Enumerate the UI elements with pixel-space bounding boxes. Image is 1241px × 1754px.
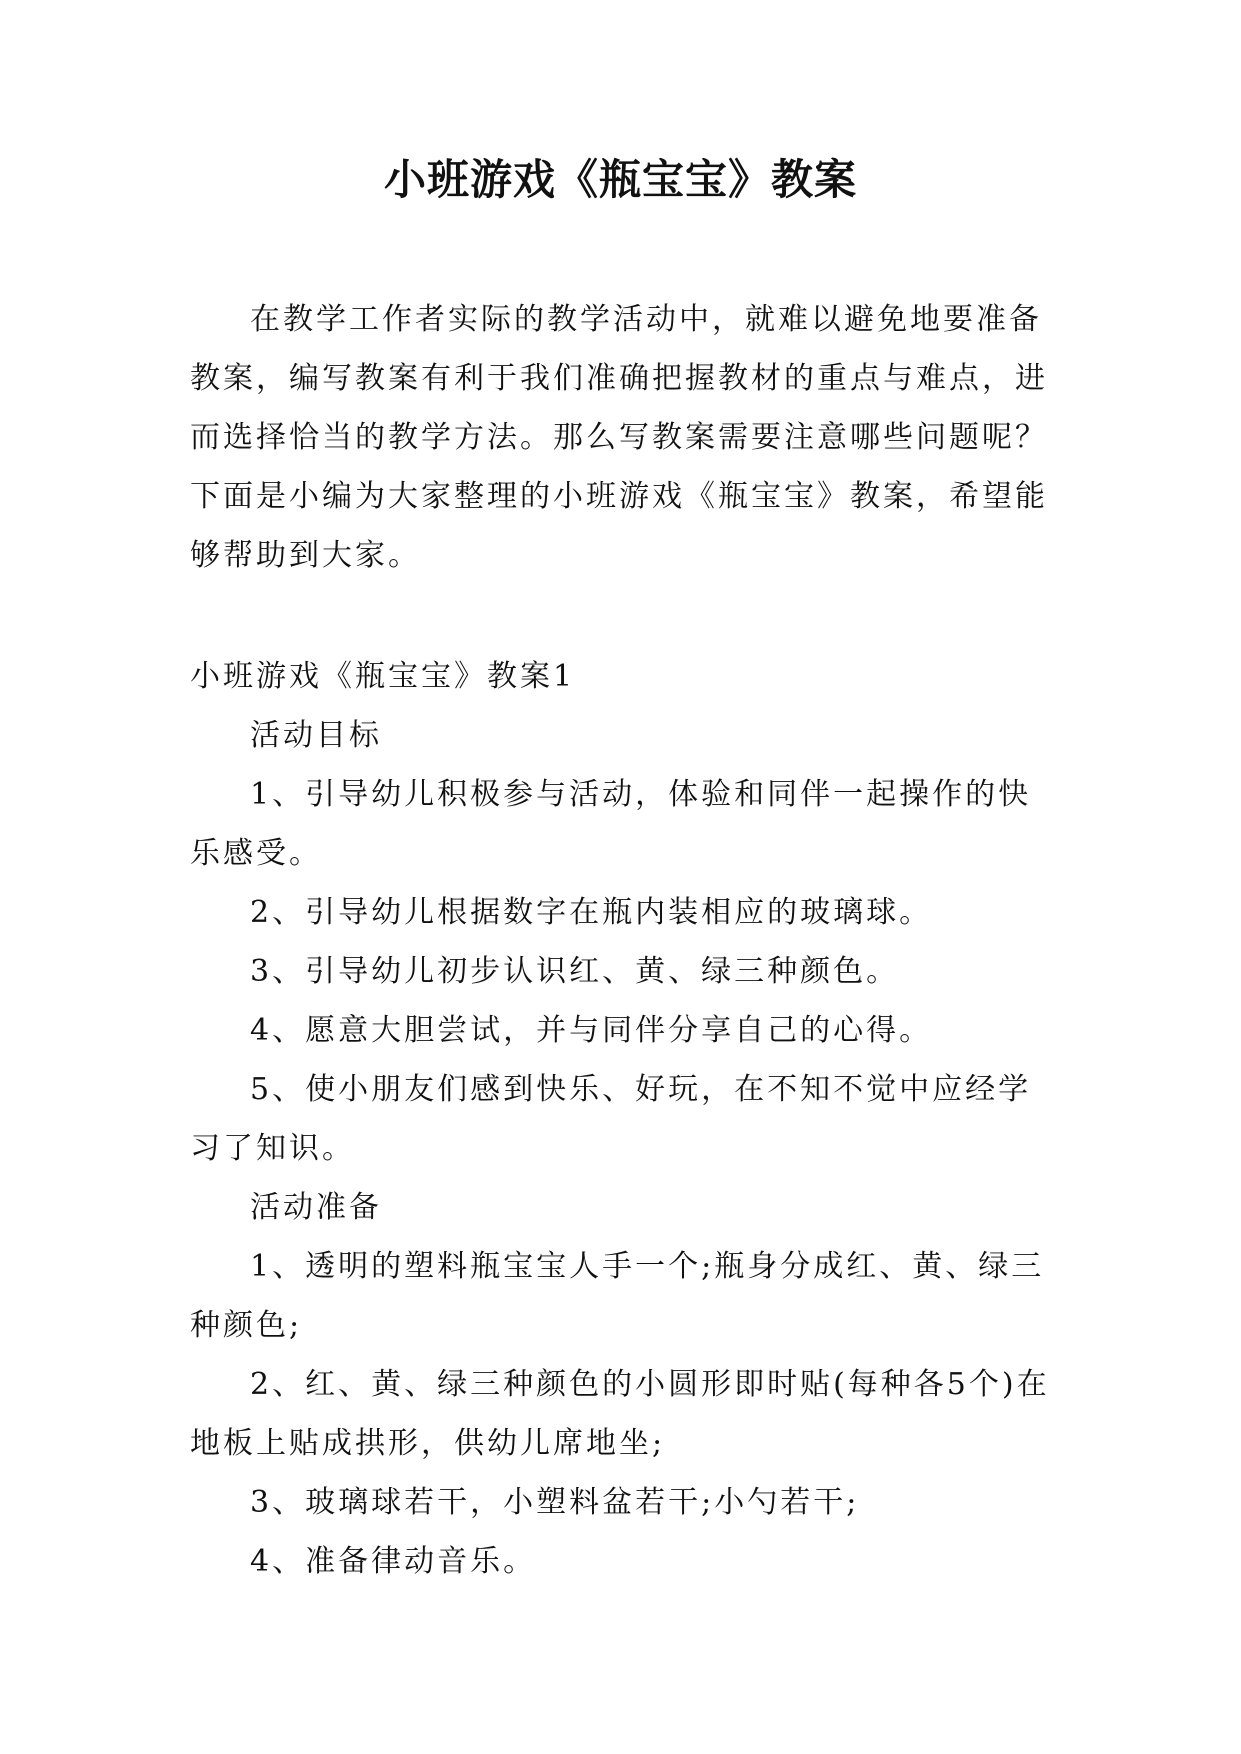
prep-item: 1、透明的塑料瓶宝宝人手一个;瓶身分成红、黄、绿三种颜色;	[190, 1249, 1045, 1343]
section-heading: 小班游戏《瓶宝宝》教案1	[190, 659, 576, 694]
intro-section	[190, 290, 1050, 585]
intro-paragraph: 在教学工作者实际的教学活动中，就难以避免地要准备教案，编写教案有利于我们准确把握教材的重点与难点，进而选择恰当的教学方法。那么写教案需要注意哪些问题呢？下面是小编为大家整理的小班游戏《瓶宝宝》教案，希望能够帮助到大家。	[190, 302, 1048, 573]
document-body	[190, 290, 1050, 1591]
prep-item: 4、准备律动音乐。	[250, 1544, 537, 1579]
goal-item: 2、引导幼儿根据数字在瓶内装相应的玻璃球。	[250, 895, 933, 930]
goal-item: 3、引导幼儿初步认识红、黄、绿三种颜色。	[250, 954, 900, 989]
document-title: 小班游戏《瓶宝宝》教案	[383, 155, 857, 204]
goal-item: 5、使小朋友们感到快乐、好玩，在不知不觉中应经学习了知识。	[190, 1072, 1032, 1166]
goal-item: 4、愿意大胆尝试，并与同伴分享自己的心得。	[250, 1013, 933, 1048]
prep-item: 3、玻璃球若干，小塑料盆若干;小勺若干;	[250, 1485, 860, 1520]
prep-item: 2、红、黄、绿三种颜色的小圆形即时贴(每种各5个)在地板上贴成拱形，供幼儿席地坐;	[190, 1367, 1050, 1461]
prep-heading: 活动准备	[250, 1190, 382, 1225]
goal-item: 1、引导幼儿积极参与活动，体验和同伴一起操作的快乐感受。	[190, 777, 1032, 871]
goals-heading: 活动目标	[250, 718, 382, 753]
